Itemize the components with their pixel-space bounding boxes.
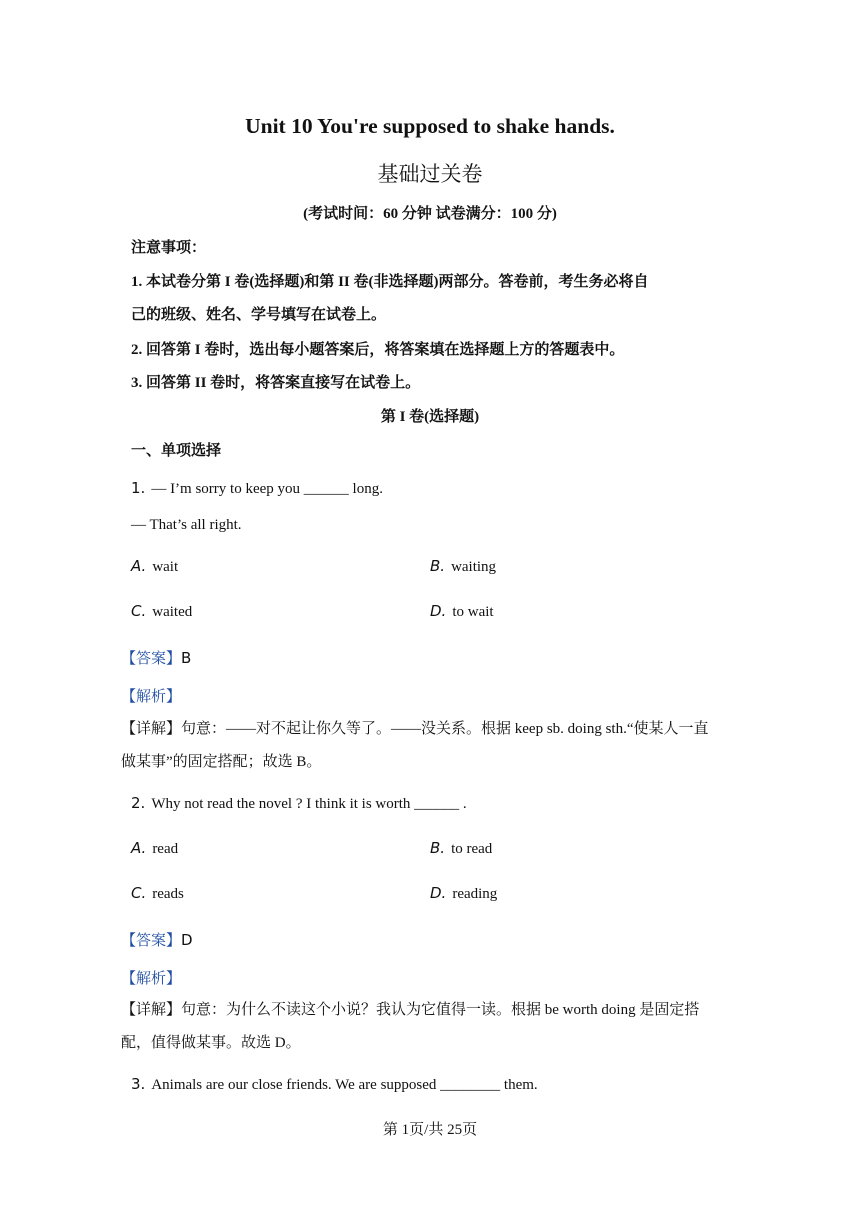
option-d: D. to wait xyxy=(430,602,494,620)
question-number: 1. xyxy=(131,479,146,497)
exam-meta: (考试时间：60 分钟 试卷满分：100 分) xyxy=(303,206,557,222)
document-subtitle: 基础过关卷 xyxy=(377,162,483,186)
question-text: Animals are our close friends. We are supposed ________ them. xyxy=(151,1077,538,1093)
option-c: C. reads xyxy=(131,884,184,902)
question-text: Why not read the novel ? I think it is worth ______ . xyxy=(151,796,467,812)
page-footer: 第 1页/共 25页 xyxy=(382,1122,478,1138)
answer-detail: 【详解】句意：为什么不读这个小说？我认为它值得一读。根据 be worth doing 是固定搭配，值得做某事。故选 D。 xyxy=(121,1002,700,1051)
answer-line: 【答案】D xyxy=(121,931,193,949)
analysis-label: 【解析】 xyxy=(121,969,182,987)
part-title: 第 I 卷(选择题) xyxy=(380,409,480,425)
option-a: A. wait xyxy=(131,557,179,575)
document-title: Unit 10 You're supposed to shake hands. xyxy=(245,114,615,138)
note-line: 2. 回答第 I 卷时，选出每小题答案后，将答案填在选择题上方的答题表中。 xyxy=(131,342,625,358)
analysis-label: 【解析】 xyxy=(121,687,182,705)
question-stem xyxy=(131,479,383,498)
question-stem xyxy=(131,1075,538,1094)
note-line: 1. 本试卷分第 I 卷(选择题)和第 II 卷(非选择题)两部分。答卷前，考生务必将自 xyxy=(131,274,649,290)
option-b: B. to read xyxy=(430,839,493,857)
option-a: A. read xyxy=(131,839,179,857)
question-stem xyxy=(131,794,467,813)
option-b: B. waiting xyxy=(430,557,497,575)
question-text: — I’m sorry to keep you ______ long. xyxy=(151,481,383,497)
question-number: 2. xyxy=(131,794,146,812)
notes-heading: 注意事项： xyxy=(131,240,207,256)
answer-line: 【答案】B xyxy=(121,649,192,667)
note-line: 3. 回答第 II 卷时，将答案直接写在试卷上。 xyxy=(131,375,421,391)
section-title: 一、单项选择 xyxy=(131,443,222,459)
note-line: 己的班级、姓名、学号填写在试卷上。 xyxy=(131,307,387,323)
question-stem-continued: — That’s all right. xyxy=(131,517,242,533)
answer-detail: 【详解】句意：——对不起让你久等了。——没关系。根据 keep sb. doing sth.“使某人一直做某事”的固定搭配；故选 B。 xyxy=(121,721,709,770)
option-d: D. reading xyxy=(430,884,498,902)
option-c: C. waited xyxy=(131,602,193,620)
question-number: 3. xyxy=(131,1075,146,1093)
